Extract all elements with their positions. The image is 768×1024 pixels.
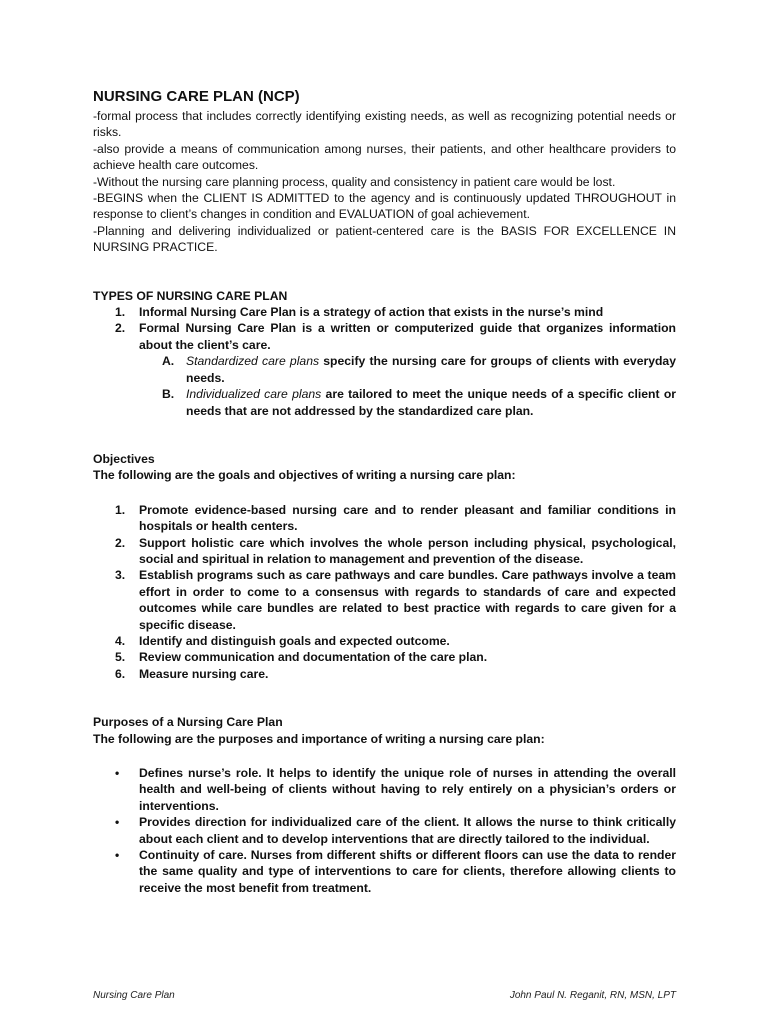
list-text: Support holistic care which involves the whole person including physical, psychological, social and spiritual in relation to management and prevention of the disease.: [139, 535, 676, 566]
sublist-marker: A.: [162, 354, 175, 369]
objectives-heading: Objectives: [93, 451, 155, 466]
types-list: [93, 304, 676, 419]
types-heading: TYPES OF NURSING CARE PLAN: [93, 288, 288, 303]
list-text: It helps to identify the unique role of nurses in attending the overall health and well-being of clients without having to rely entirely on a physician’s orders or interventions.: [139, 766, 676, 813]
objectives-lead: The following are the goals and objectives of writing a nursing care plan:: [93, 468, 516, 483]
list-marker: 1.: [115, 305, 126, 320]
list-text: is a strategy of action that exists in the nurse’s mind: [296, 305, 604, 320]
purposes-list: [93, 765, 676, 896]
list-term: Provides direction for individualized care of the client.: [139, 815, 460, 830]
objectives-section: [93, 451, 676, 682]
types-section: [93, 288, 676, 419]
intro-section: [93, 108, 676, 256]
list-marker: 5.: [115, 650, 126, 665]
footer-left: Nursing Care Plan: [93, 990, 175, 1001]
list-item: [93, 814, 676, 847]
objectives-list: [93, 502, 676, 682]
purposes-heading: Purposes of a Nursing Care Plan: [93, 715, 283, 730]
list-item: [93, 535, 676, 568]
purposes-lead: The following are the purposes and importance of writing a nursing care plan:: [93, 731, 545, 746]
list-item: [93, 666, 676, 682]
intro-line: -formal process that includes correctly identifying existing needs, as well as recognizing potential needs or risks.: [93, 109, 676, 140]
list-text: Measure nursing care.: [139, 666, 269, 681]
list-item: [93, 502, 676, 535]
list-item: [93, 765, 676, 814]
list-marker: 4.: [115, 633, 126, 648]
list-term: Continuity of care.: [139, 848, 247, 863]
footer-right: John Paul N. Reganit, RN, MSN, LPT: [509, 990, 676, 1001]
sublist-term: Individualized care plans: [186, 387, 322, 402]
list-text: Identify and distinguish goals and expected outcome.: [139, 633, 450, 648]
bullet-icon: •: [115, 766, 120, 780]
list-marker: 1.: [115, 502, 126, 517]
list-text: Nurses from different shifts or different floors can use the data to render the same quality and type of interventions to care for clients, therefore allowing clients to receive the most benefit from treatment.: [139, 848, 676, 895]
bullet-icon: •: [115, 815, 120, 830]
list-term: Formal Nursing Care Plan: [139, 321, 297, 336]
purposes-section: [93, 714, 676, 896]
intro-line: -BEGINS when the CLIENT IS ADMITTED to the agency and is continuously updated THROUGHOUT in response to client’s changes in condition and EVALUATION of goal achievement.: [93, 191, 676, 222]
document-body: [93, 88, 676, 896]
list-item: [93, 649, 676, 665]
sublist-marker: B.: [162, 387, 175, 402]
list-text: Establish programs such as care pathways and care bundles. Care pathways involve a team effort in order to come to a consensus with regards to standards of care and expected outcomes while care bundles are related to best practice with regards to care given for a specific disease.: [139, 568, 676, 632]
sublist-text: specify the nursing care for groups of clients with everyday needs.: [186, 354, 676, 385]
list-item: [93, 320, 676, 418]
types-sublist: [139, 353, 676, 419]
bullet-icon: •: [115, 848, 120, 863]
list-text: It allows the nurse to think critically about each client and to develop interventions that are directly tailored to the individual.: [139, 815, 676, 846]
list-term: Defines nurse’s role.: [139, 766, 262, 780]
list-item: [93, 633, 676, 649]
list-marker: 2.: [115, 535, 126, 550]
list-item: [93, 847, 676, 896]
list-text: Promote evidence-based nursing care and to render pleasant and familiar conditions in hospitals or health centers.: [139, 502, 676, 534]
sublist-text: are tailored to meet the unique needs of a specific client or needs that are not addressed by the standardized care plan.: [186, 387, 677, 418]
list-term: Informal Nursing Care Plan: [139, 305, 297, 320]
intro-line: -Planning and delivering individualized or patient-centered care is the BASIS FOR EXCELLENCE IN NURSING PRACTICE.: [93, 223, 676, 255]
intro-line: -also provide a means of communication among nurses, their patients, and other healthcare providers to achieve health care outcomes.: [93, 141, 676, 173]
sublist-item: [139, 353, 676, 386]
intro-line: -Without the nursing care planning process, quality and consistency in patient care would be lost.: [93, 174, 616, 189]
list-marker: 2.: [115, 321, 126, 336]
list-marker: 6.: [115, 666, 126, 681]
document-title: NURSING CARE PLAN (NCP): [93, 88, 300, 105]
list-item: [93, 304, 676, 320]
list-item: [93, 567, 676, 633]
sublist-term: Standardized care plans: [186, 354, 320, 369]
list-text: Review communication and documentation of the care plan.: [139, 650, 488, 665]
list-marker: 3.: [115, 568, 126, 583]
sublist-item: [139, 386, 676, 419]
list-text: is a written or computerized guide that organizes information about the client’s care.: [139, 321, 676, 352]
